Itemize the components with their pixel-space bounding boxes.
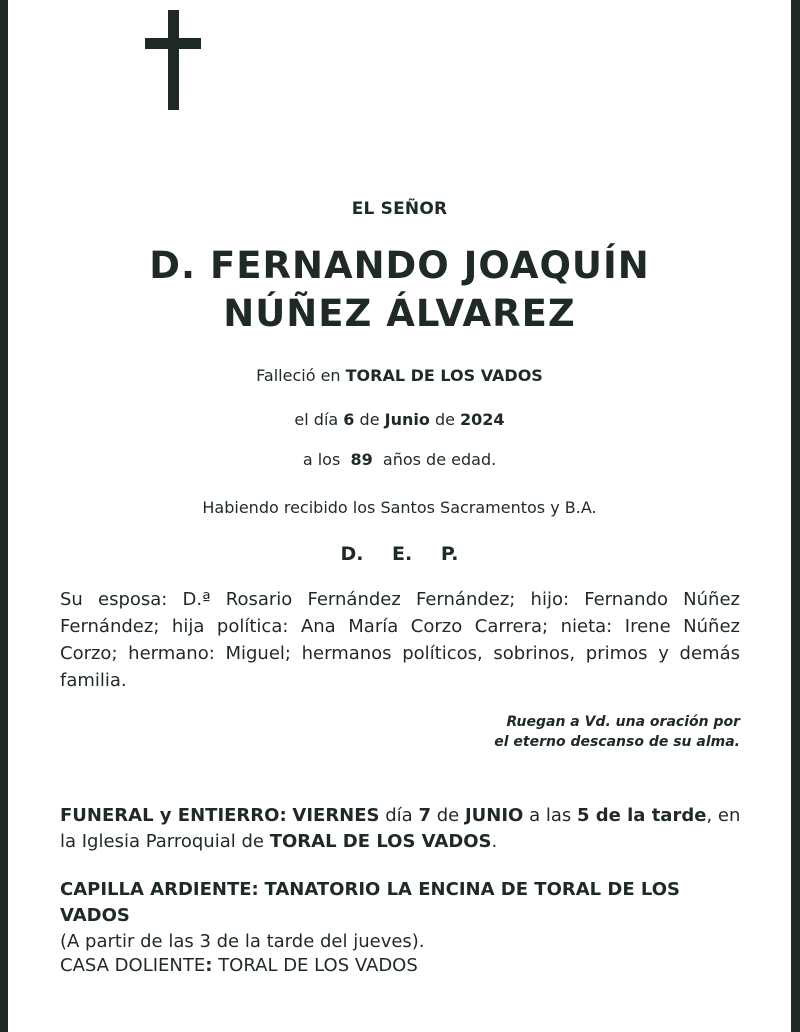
deceased-name-line1: D. FERNANDO JOAQUÍN — [149, 244, 650, 287]
funeral-month: JUNIO — [464, 805, 524, 826]
funeral-end: . — [491, 831, 498, 852]
death-place-prefix: Falleció en — [256, 366, 341, 385]
family-home-label: CASA DOLIENTE — [60, 955, 206, 976]
funeral-place: TORAL DE LOS VADOS — [269, 831, 492, 852]
death-date-line — [8, 410, 791, 429]
prayer-line1: Ruegan a Vd. una oración por — [506, 714, 740, 730]
prayer-line2: el eterno descanso de su alma. — [494, 734, 740, 750]
family-home-place: TORAL DE LOS VADOS — [218, 955, 418, 976]
death-year: 2024 — [460, 410, 505, 429]
funeral-text2: de — [436, 805, 460, 826]
intro-title: EL SEÑOR — [351, 199, 448, 219]
chapel-notice — [60, 877, 750, 955]
funeral-weekday: VIERNES — [292, 805, 380, 826]
death-date-prefix: el día — [294, 410, 339, 429]
family-home-notice — [60, 953, 750, 979]
death-day: 6 — [343, 410, 355, 429]
deceased-name-line2: NÚÑEZ ÁLVAREZ — [223, 292, 576, 335]
funeral-time: 5 de la tarde — [576, 805, 707, 826]
prayer-text — [400, 712, 740, 752]
death-date-de2: de — [434, 410, 455, 429]
age-years: 89 — [350, 450, 373, 469]
dep-line: D. E. P. — [340, 543, 459, 565]
funeral-text3: a las — [529, 805, 572, 826]
death-place-line — [8, 366, 791, 385]
funeral-notice — [60, 803, 750, 855]
funeral-day: 7 — [418, 805, 431, 826]
chapel-note: (A partir de las 3 de la tarde del jueves). — [60, 931, 425, 952]
family-home-colon: : — [205, 955, 213, 976]
death-date-de1: de — [359, 410, 380, 429]
chapel-place: TANATORIO LA ENCINA DE TORAL DE LOS VADOS — [60, 879, 680, 926]
age-line — [8, 450, 791, 469]
funeral-text4: , en la Iglesia Parroquial de — [60, 805, 741, 852]
age-suffix: años de edad. — [382, 450, 497, 469]
age-prefix: a los — [302, 450, 341, 469]
cross-icon — [145, 10, 201, 110]
sacraments-line: Habiendo recibido los Santos Sacramentos y B.A. — [202, 498, 597, 517]
death-month: Junio — [384, 410, 430, 429]
death-place: TORAL DE LOS VADOS — [345, 366, 543, 385]
chapel-label: CAPILLA ARDIENTE: — [60, 879, 259, 900]
family-paragraph: Su esposa: D.ª Rosario Fernández Fernández; hijo: Fernando Núñez Fernández; hija política: Ana María Corzo Carrera; nieta: Irene Núñez Corzo; hermano: Miguel; hermanos políticos, sobrinos, primos y demás familia. — [60, 589, 740, 691]
funeral-text1: día — [385, 805, 413, 826]
funeral-label: FUNERAL y ENTIERRO: — [60, 805, 287, 826]
obituary-sheet — [8, 0, 791, 1032]
